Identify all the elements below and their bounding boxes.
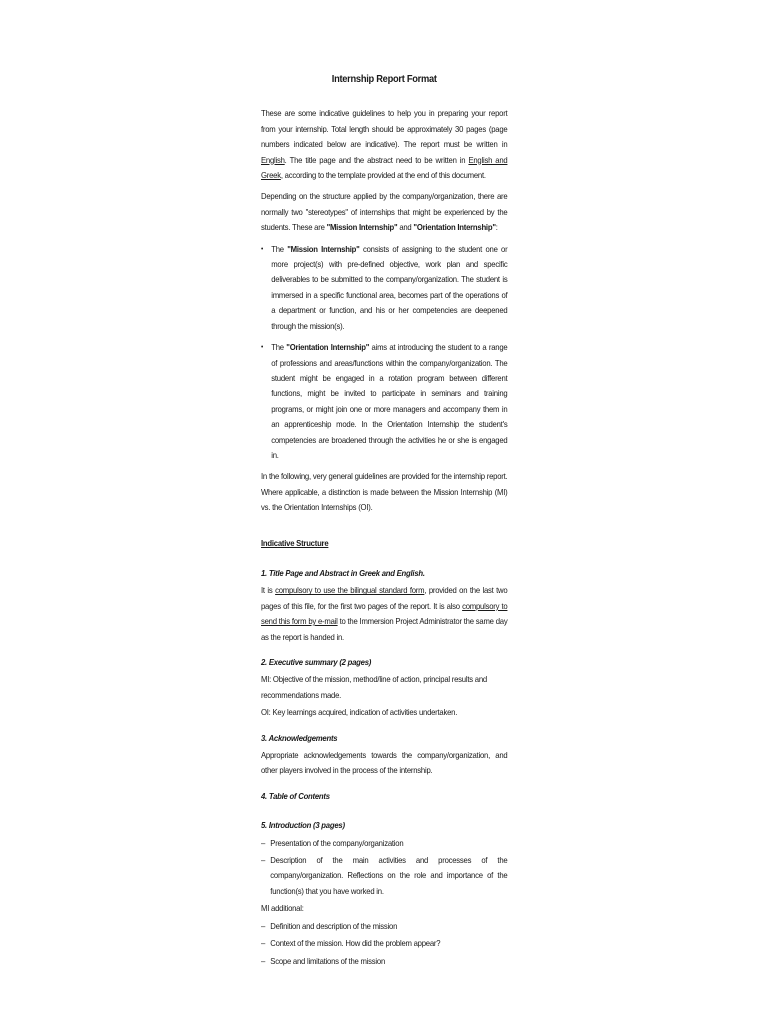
stereotypes-paragraph: Depending on the structure applied by the company/organization, there are normally two "stereotypes" of internships that might be experienced by the students. These are "Mission Internship" and "Orientation Internship": [261, 191, 508, 233]
english-underlined: English [261, 154, 285, 165]
section-2-oi: OI: Key learnings acquired, indication of activities undertaken. [261, 707, 458, 718]
mission-internship-term: "Mission Internship" [326, 222, 398, 233]
list-item: – Scope and limitations of the mission [261, 954, 507, 969]
section-4-heading: 4. Table of Contents [261, 790, 330, 801]
indicative-structure-heading: Indicative Structure [261, 537, 329, 548]
section-3-heading: 3. Acknowledgements [261, 732, 338, 743]
bullet-icon: • [261, 344, 264, 352]
orientation-internship-term: "Orientation Internship" [413, 222, 496, 233]
list-item: – Definition and description of the mission [261, 919, 507, 934]
dash-icon: – [261, 938, 266, 949]
document-title: Internship Report Format [331, 74, 437, 85]
section-2-mi: MI: Objective of the mission, method/line of action, principal results and recommendations made. [261, 674, 487, 700]
dash-icon: – [261, 955, 266, 966]
document-page [261, 72, 507, 971]
section-1-heading: 1. Title Page and Abstract in Greek and English. [261, 567, 425, 578]
following-paragraph: In the following, very general guidelines are provided for the internship report. Where applicable, a distinction is made between the Mission Internship (MI) vs. the Orientation Internships (OI). [261, 471, 508, 513]
dash-icon: – [261, 855, 266, 866]
list-item: – Context of the mission. How did the problem appear? [261, 936, 507, 951]
dash-icon: – [261, 837, 266, 848]
list-item: – Description of the main activities and processes of the company/organization. Reflections on the role and importance of the function(s) that you have worked in. [261, 855, 508, 896]
list-item: • The "Orientation Internship" aims at introducing the student to a range of professions and areas/functions within the company/organization. The student might be engaged in a rotation program between different functions, might be invited to participate in seminars and training programs, or might join one or more managers and accompany them in an apprenticeship mode. In the Orientation Internship the student's competencies are broadened through the activities he or she is engaged in. [261, 342, 508, 460]
bilingual-form-link: compulsory to use the bilingual standard form [275, 585, 425, 596]
list-item: – Presentation of the company/organization [261, 836, 507, 851]
section-2-heading: 2. Executive summary (2 pages) [261, 657, 372, 667]
send-form-email-link: compulsory to send this form by e-mail [261, 600, 508, 627]
section-1-text: It is compulsory to use the bilingual standard form, provided on the last two pages of this file, for the first two pages of the report. It is also compulsory to send this form by e-mail to the Immersion Project Administrator the same day as the report is handed in. [261, 585, 508, 642]
mi-additional-list [261, 919, 507, 969]
internship-types-list [261, 242, 507, 464]
section-3-text: Appropriate acknowledgements towards the company/organization, and other players involved in the process of the internship. [261, 750, 508, 776]
intro-paragraph: These are some indicative guidelines to help you in preparing your report from your internship. Total length should be approximately 30 pages (page numbers indicated below are indicative). The report must be written in English. The title page and the abstract need to be written in English and Greek, according to the template provided at the end of this document. [261, 108, 508, 181]
english-greek-underlined: English and Greek [261, 154, 508, 181]
section-5-heading: 5. Introduction (3 pages) [261, 820, 345, 831]
list-item: • The "Mission Internship" consists of assigning to the student one or more project(s) with pre-defined objective, work plan and specific deliverables to be submitted to the company/organization. The student is immersed in a specific functional area, becomes part of the operations of a department or function, and his or her competencies are deepened through the mission(s). [261, 243, 508, 331]
mi-additional-label: MI additional: [261, 903, 304, 914]
introduction-list [261, 836, 507, 900]
bullet-icon: • [261, 245, 264, 253]
dash-icon: – [261, 920, 266, 931]
